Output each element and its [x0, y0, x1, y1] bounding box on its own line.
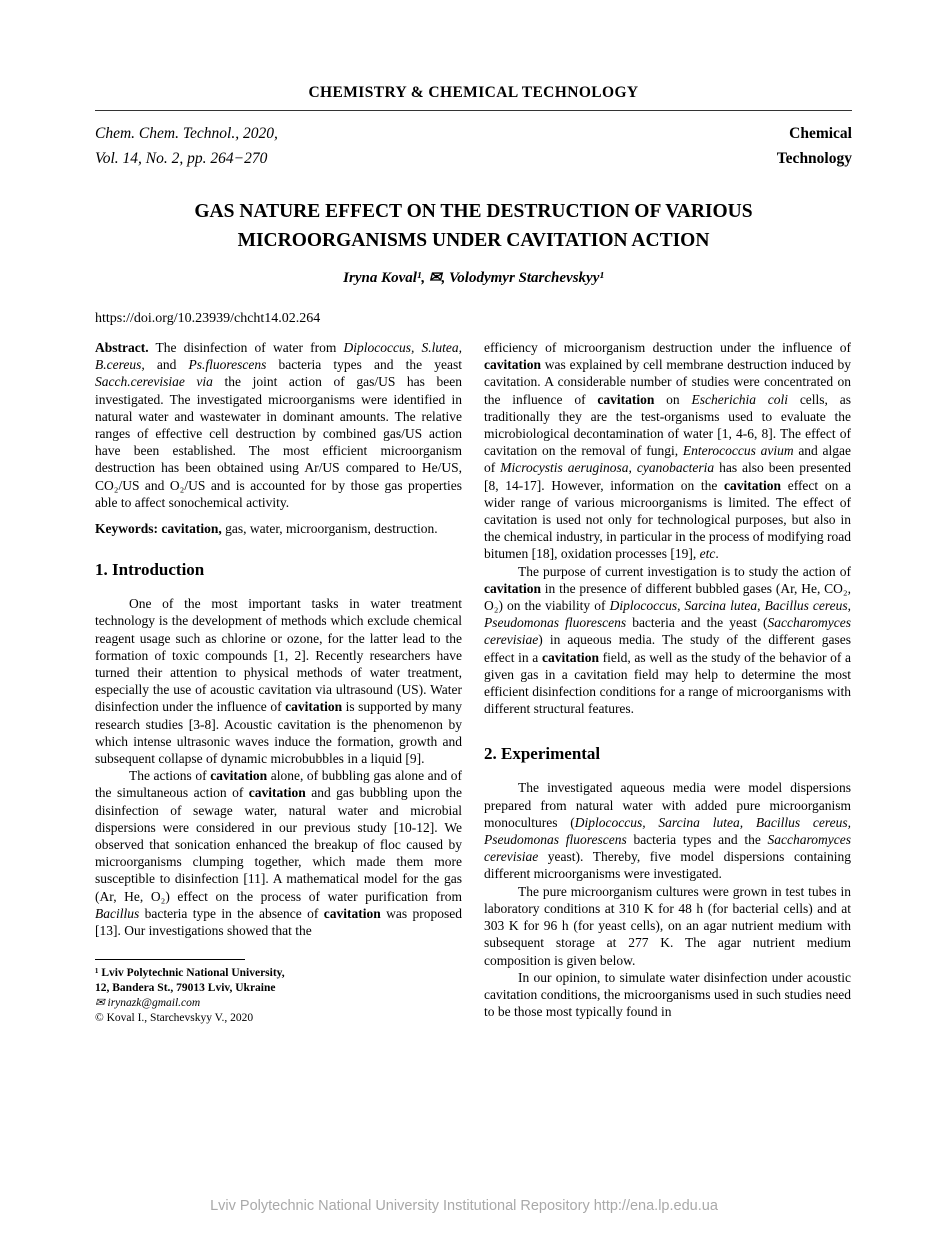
section-heading-introduction: 1. Introduction [95, 560, 205, 580]
repository-footer: Lviv Polytechnic National University Institutional Repository http://ena.lp.edu.ua [210, 1198, 718, 1214]
purpose-paragraph: The purpose of current investigation is to study the action of cavitation in the presence of different bubbled gases (Ar, He, CO₂, O₂) on the viability of Diplococcus, Sarcina lutea, Bacillus cereus, Pseudomonas fluorescens bacteria and the yeast (Saccharomyces cerevisiae) in aqueous media. The study of the different gases effect in a cavitation field, as well as the study of the behavior of a given gas in a cavitation field may help to determine the most efficient disinfection conditions for a range of microorganisms with different structural features. [484, 563, 852, 717]
keywords-line: Keywords: cavitation, gas, water, microorganism, destruction. [95, 521, 438, 537]
continuation-paragraph: efficiency of microorganism destruction under the influence of cavitation was explained by cell membrane destruction induced by cavitation. A considerable number of studies were concentrated on the influence of cavitation on Escherichia coli cells, as traditionally they are the test-organisms used to evaluate the microbiological decontamination of water [1, 4-6, 8]. The effect of cavitation on the removal of fungi, Enterococcus avium and algae of Microcystis aeruginosa, cyanobacteria has also been presented [8, 14-17]. However, information on the cavitation effect on a wider range of various microorganisms is limited. The effect of cavitation is used not only for technological purposes, but also in the chemical industry, in particular in the process of modifying road bitumen [18], oxidation processes [19], etc. [484, 340, 852, 562]
footnote-copyright: © Koval I., Starchevskyy V., 2020 [95, 1012, 254, 1025]
two-column-body [95, 339, 852, 1026]
article-title [95, 197, 852, 255]
footnote-rule [95, 959, 245, 960]
running-head: CHEMISTRY & CHEMICAL TECHNOLOGY [95, 84, 852, 111]
footnote [95, 959, 462, 1026]
authors-line: Iryna Koval¹, ✉, Volodymyr Starchevskyy¹ [343, 270, 604, 286]
doi-link[interactable]: https://doi.org/10.23939/chcht14.02.264 [95, 311, 321, 326]
page-header [95, 84, 852, 171]
experimental-paragraph-1: The investigated aqueous media were model dispersions prepared from natural water with added pure microorganism monocultures (Diplococcus, Sarcina lutea, Bacillus cereus, Pseudomonas fluorescens bacteria types and the Saccharomyces cerevisiae yeast). Thereby, five model dispersions containing different microorganisms were investigated. [484, 780, 852, 882]
footnote-affiliation-line2: 12, Bandera St., 79013 Lviv, Ukraine [95, 982, 276, 995]
journal-name [777, 121, 852, 171]
footnote-affiliation-line1: ¹ Lviv Polytechnic National University, [95, 967, 285, 980]
article-title-line1: GAS NATURE EFFECT ON THE DESTRUCTION OF VARIOUS [194, 201, 753, 222]
journal-citation-line1: Chem. Chem. Technol., 2020, [95, 125, 278, 142]
experimental-paragraph-2: The pure microorganism cultures were grown in test tubes in laboratory conditions at 310 K for 48 h (for bacterial cells) and at 303 K for 96 h (for yeast cells), on an agar nutrient medium with subsequent storage at 277 K. The agar nutrient medium composition is given below. [484, 883, 851, 968]
journal-citation [95, 121, 278, 171]
journal-info-row [95, 121, 852, 171]
journal-name-line2: Technology [776, 150, 852, 167]
footnote-email[interactable]: ✉ irynazk@gmail.com [95, 997, 201, 1010]
intro-paragraph-2: The actions of cavitation alone, of bubbling gas alone and of the simultaneous action of cavitation and gas bubbling upon the disinfection of sewage water, natural water and microbial dispersions were considered in our previous study [10-12]. We observed that sonication enhanced the breakup of floc caused by microorganisms clumping together, which made them more susceptible to disinfection [11]. A mathematical model for the gas (Ar, He, O₂) effect on the process of water purification from Bacillus bacteria type in the absence of cavitation was proposed [13]. Our investigations showed that the [95, 768, 463, 939]
journal-citation-line2: Vol. 14, No. 2, pp. 264−270 [95, 150, 268, 167]
intro-paragraph-1: One of the most important tasks in water treatment technology is the development of methods which exclude chemical reagent usage such as chlorine or ozone, for the latter lead to the formation of toxic compounds [1, 2]. Recently researchers have turned their attention to physical methods of water treatment, especially the use of acoustic cavitation via ultrasound (US). Water disinfection under the influence of cavitation is supported by many research studies [3-8]. Acoustic cavitation is the phenomenon by which intense ultrasonic waves induce the formation, growth and subsequent collapse of dynamic microbubbles in a liquid [9]. [95, 596, 462, 767]
right-column [484, 339, 851, 1026]
abstract-paragraph: Abstract. The disinfection of water from Diplococcus, S.lutea, B.cereus, and Ps.fluorescens bacteria types and the yeast Sacch.cerevisiae via the joint action of gas/US has been investigated. The investigated microorganisms were identified in natural water and wastewater in dominant amounts. The relative ranges of effective cell destruction by combined gas/US action have been established. The most efficient microorganism destruction has been obtained using Ar/US compared to He/US, CO₂/US and O₂/US and is accounted for by those gas properties able to affect sonochemical activity. [95, 340, 462, 510]
article-title-line2: MICROORGANISMS UNDER CAVITATION ACTION [237, 230, 710, 251]
experimental-paragraph-3: In our opinion, to simulate water disinfection under acoustic cavitation conditions, the microorganisms used in such studies need to be those most typically found in [484, 969, 851, 1020]
left-column [95, 339, 462, 1026]
journal-name-line1: Chemical [789, 125, 852, 142]
section-heading-experimental: 2. Experimental [484, 744, 601, 764]
